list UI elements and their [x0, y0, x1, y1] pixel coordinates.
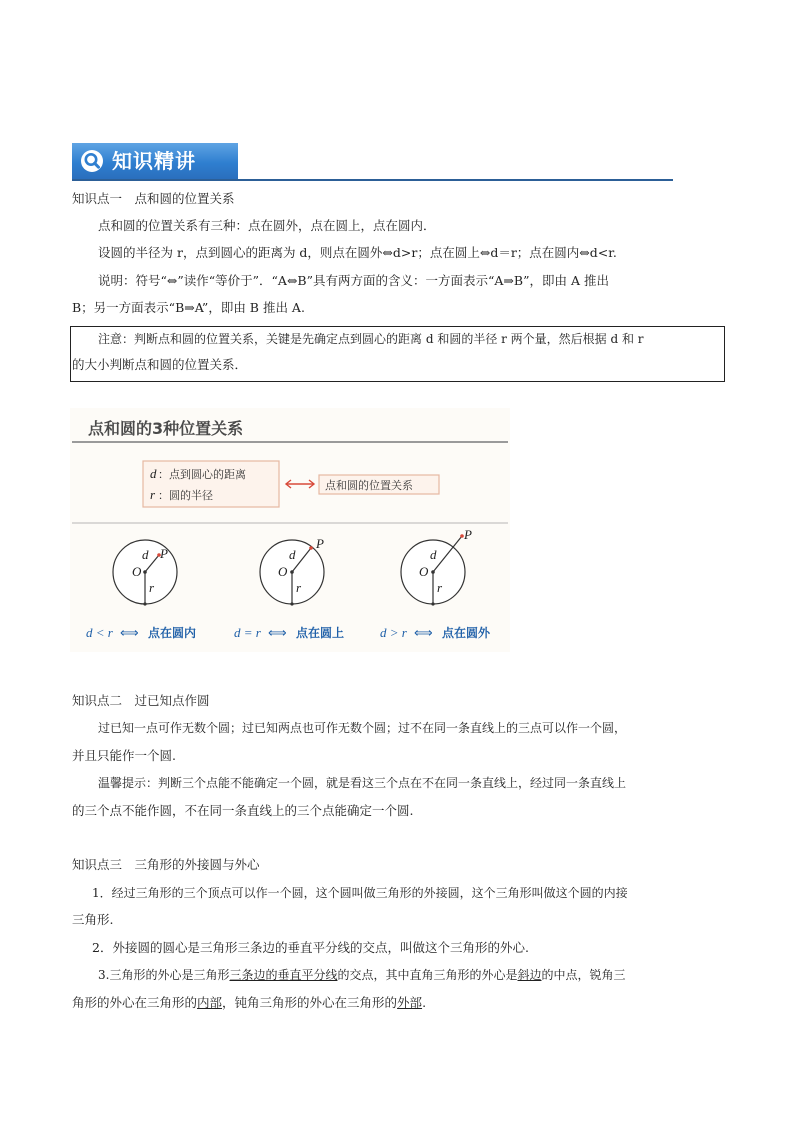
- def-d-text: ：点到圆心的距离: [158, 468, 246, 481]
- section3-paragraph-2: 2．外接圆的圆心是三角形三条边的垂直平分线的交点，叫做这个三角形的外心.: [92, 940, 529, 955]
- underlined-term-outside: 外部: [397, 995, 423, 1010]
- case2-condition: d = r: [234, 625, 261, 640]
- underlined-term-hypotenuse: 斜边: [517, 968, 542, 982]
- svg-text:d: d: [289, 547, 296, 562]
- section1-paragraph-2: 设圆的半径为 r，点到圆心的距离为 d，则点在圆外⇔d>r；点在圆上⇔d＝r；点在圆内⇔d<r.: [98, 245, 617, 260]
- svg-text:P: P: [160, 546, 168, 561]
- banner-title: 知识精讲: [112, 149, 196, 173]
- note-line-2: 的大小判断点和圆的位置关系．: [72, 357, 248, 372]
- case3-arrow: ⟺: [414, 625, 433, 640]
- svg-text:r: r: [149, 580, 155, 595]
- case1-arrow: ⟺: [120, 625, 139, 640]
- note-line-1: 注意：判断点和圆的位置关系，关键是先确定点到圆心的距离 d 和圆的半径 r 两个量，然后根据 d 和 r: [98, 332, 644, 346]
- section-banner: [72, 143, 238, 179]
- svg-text:O: O: [419, 564, 429, 579]
- section2-paragraph-1a: 过已知一点可作无数个圆；过已知两点也可作无数个圆；过不在同一条直线上的三点可以作一个圆，: [98, 721, 627, 735]
- case3-condition: d > r: [380, 625, 407, 640]
- def-var-d: d: [150, 466, 157, 481]
- section3-paragraph-1b: 三角形.: [72, 912, 114, 927]
- svg-text:P: P: [464, 527, 472, 542]
- position-relations-figure: [70, 408, 510, 652]
- svg-text:P: P: [316, 536, 324, 551]
- svg-text:O: O: [132, 564, 142, 579]
- case2-text: 点在圆上: [296, 626, 345, 640]
- underlined-term-inside: 内部: [197, 995, 223, 1010]
- section3-paragraph-1a: 1．经过三角形的三个顶点可以作一个圆，这个圆叫做三角形的外接圆，这个三角形叫做这个圆的内接: [92, 886, 628, 900]
- svg-text:r: r: [437, 580, 443, 595]
- case1-condition: d < r: [86, 625, 113, 640]
- section1-heading: 知识点一 点和圆的位置关系: [72, 191, 235, 206]
- section3-paragraph-3: 3.三角形的外心是三角形三条边的垂直平分线的交点，其中直角三角形的外心是斜边的中点，锐角三: [98, 968, 626, 982]
- section2-paragraph-1b: 并且只能作一个圆.: [72, 748, 176, 763]
- svg-text:O: O: [278, 564, 288, 579]
- section1-paragraph-3b: B；另一方面表示“B⇒A”，即由 B 推出 A.: [72, 300, 305, 315]
- magnifier-icon: [80, 149, 104, 173]
- banner-rule: [72, 179, 673, 181]
- case2-arrow: ⟺: [268, 625, 287, 640]
- svg-text:d: d: [142, 547, 149, 562]
- def-var-r: r: [150, 487, 156, 502]
- section3-paragraph-4: 角形的外心在三角形的内部，钝角三角形的外心在三角形的外部.: [72, 995, 427, 1010]
- relation-label: 点和圆的位置关系: [325, 479, 413, 492]
- underlined-term-bisectors: 三条边的垂直平分线: [229, 968, 338, 982]
- figure-title: 点和圆的3种位置关系: [88, 419, 244, 438]
- section3-heading: 知识点三 三角形的外接圆与外心: [72, 857, 260, 872]
- svg-text:r: r: [296, 580, 302, 595]
- case3-text: 点在圆外: [442, 626, 491, 640]
- section2-paragraph-2a: 温馨提示：判断三个点能不能确定一个圆，就是看这三个点在不在同一条直线上，经过同一条直线上: [98, 776, 627, 790]
- section2-paragraph-2b: 的三个点不能作圆，不在同一条直线上的三个点能确定一个圆.: [72, 803, 414, 818]
- def-r-text: ：圆的半径: [158, 489, 213, 502]
- section1-paragraph-1: 点和圆的位置关系有三种：点在圆外，点在圆上，点在圆内．: [98, 218, 436, 233]
- case1-text: 点在圆内: [148, 626, 197, 640]
- section2-heading: 知识点二 过已知点作圆: [72, 693, 210, 708]
- section1-paragraph-3a: 说明：符号“⇔”读作“等价于”．“A⇔B”具有两方面的含义：一方面表示“A⇒B”，即由 A 推出: [98, 273, 609, 288]
- svg-text:d: d: [430, 547, 437, 562]
